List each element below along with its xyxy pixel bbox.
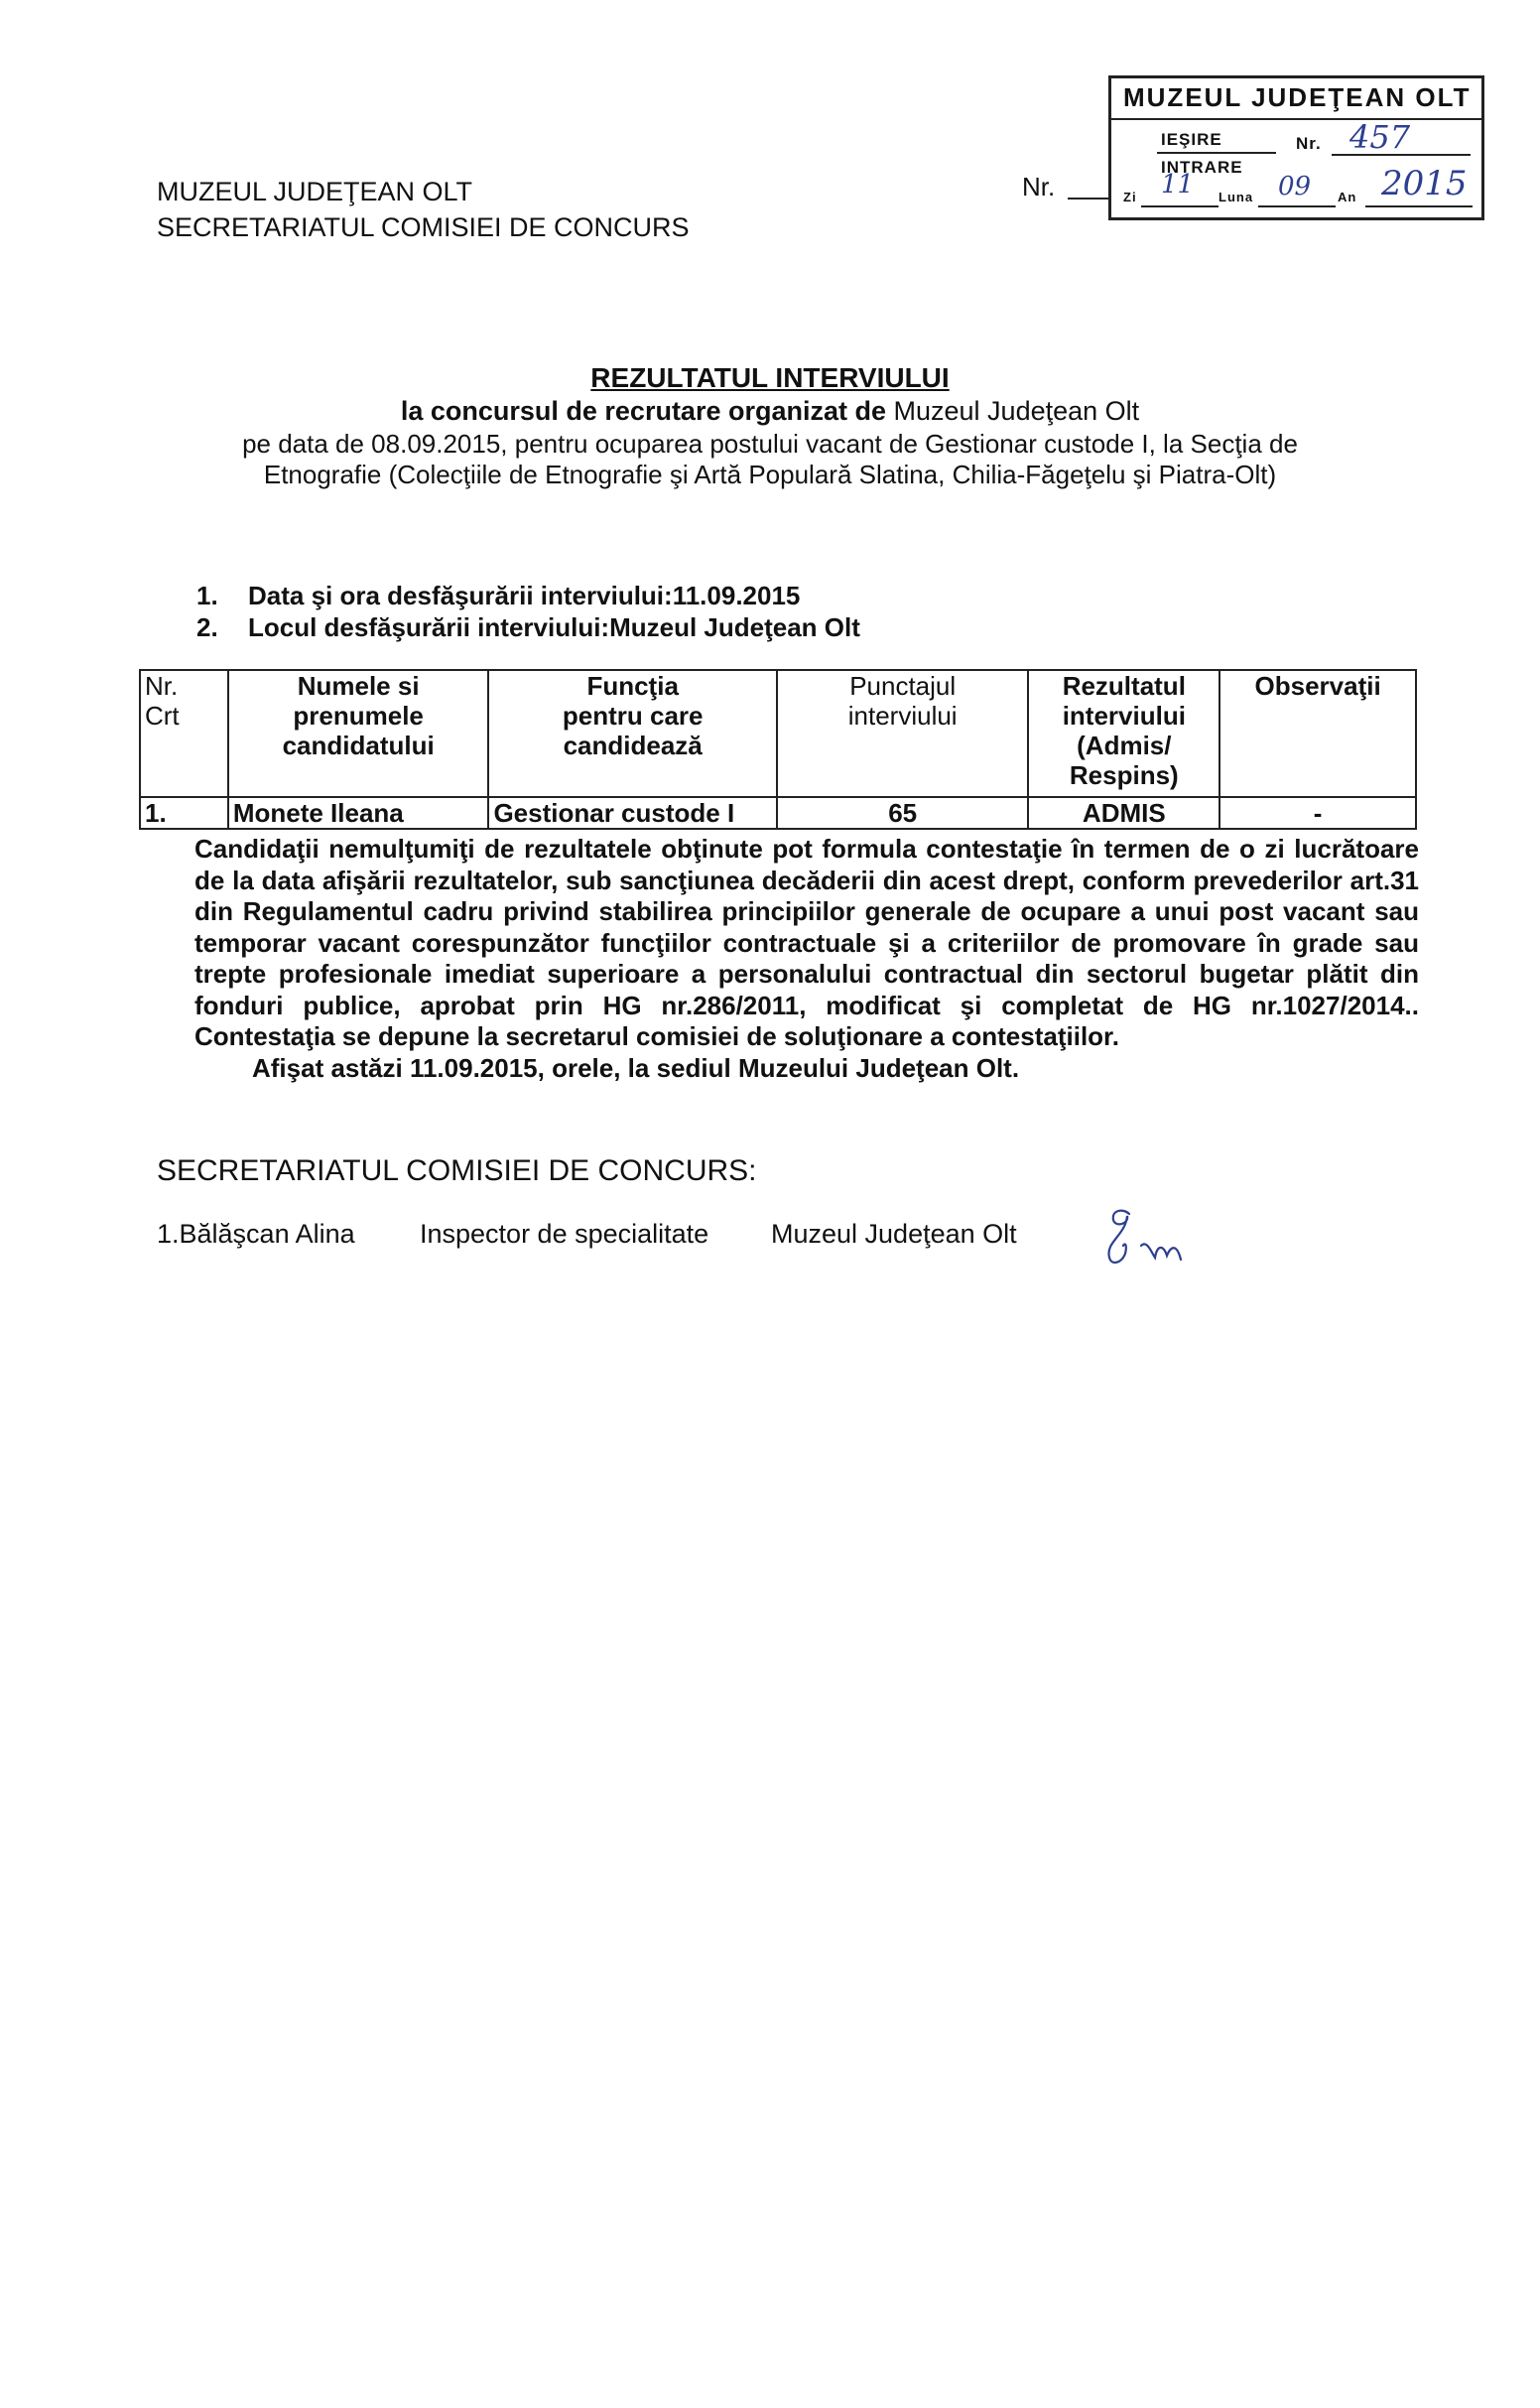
header-line: candidatului bbox=[282, 731, 435, 760]
header-line: (Admis/ bbox=[1077, 731, 1172, 760]
cell-result: ADMIS bbox=[1028, 797, 1219, 829]
header-line: interviului bbox=[847, 701, 958, 731]
title-line-3: pe data de 08.09.2015, pentru ocuparea postului vacant de Gestionar custode I, la Secţia de bbox=[242, 429, 1298, 459]
col-header-result bbox=[1028, 670, 1219, 797]
org-name: MUZEUL JUDEŢEAN OLT bbox=[157, 177, 473, 206]
registration-stamp bbox=[1108, 75, 1484, 220]
cell-function: Gestionar custode I bbox=[488, 797, 776, 829]
stamp-nr-label: Nr. bbox=[1296, 134, 1322, 153]
detail-text: Locul desfăşurării interviului:Muzeul Judeţean Olt bbox=[248, 612, 860, 642]
stamp-year-label: An bbox=[1338, 190, 1357, 204]
stamp-month-line bbox=[1258, 205, 1336, 207]
stamp-exit-line bbox=[1157, 152, 1276, 154]
stamp-year: 2015 bbox=[1381, 164, 1468, 203]
header-line: Nr. bbox=[145, 671, 179, 701]
member-institution: Muzeul Judeţean Olt bbox=[771, 1219, 1017, 1249]
stamp-divider bbox=[1111, 118, 1481, 120]
notice-text: Candidaţii nemulţumiţi de rezultatele obţinute pot formula contestaţie în termen de o zi lucrătoare de la data afişării rezultatelor, sub sancţiunea decăderii din acest drept, conform prevederilor art.31 din Regulamentul cadru privind stabilirea principiilor generale de ocupare a unui post vacant sau temporar vacant corespunzător funcţiilor contractuale şi a criteriilor de promovare în grade sau trepte profesionale imediat superioare a personalului contractual din sectorul bugetar plătit din fonduri publice, aprobat prin HG nr.286/2011, modificat şi completat de HG nr.1027/2014.. Contestaţia se depune la secretarul comisiei de soluţionare a contestaţiilor. bbox=[194, 834, 1419, 1051]
header-line: Numele si bbox=[297, 671, 420, 701]
stamp-year-line bbox=[1365, 205, 1473, 207]
header-line: Rezultatul bbox=[1062, 671, 1186, 701]
col-header-nr bbox=[140, 670, 228, 797]
header-line: Respins) bbox=[1069, 760, 1179, 790]
header-line: Crt bbox=[145, 701, 180, 731]
table-row bbox=[140, 797, 1416, 829]
stamp-number: 457 bbox=[1349, 118, 1411, 156]
stamp-month-label: Luna bbox=[1219, 190, 1254, 204]
col-header-observations bbox=[1219, 670, 1416, 797]
document-title: REZULTATUL INTERVIULUI bbox=[590, 362, 950, 393]
stamp-entry-label: INTRARE bbox=[1161, 158, 1243, 177]
header-line: Observaţii bbox=[1254, 671, 1381, 701]
col-header-name bbox=[228, 670, 489, 797]
signature bbox=[1101, 1206, 1201, 1275]
header-line: Funcţia bbox=[586, 671, 679, 701]
detail-item bbox=[196, 581, 800, 611]
header-line: Punctajul bbox=[849, 671, 957, 701]
stamp-month: 09 bbox=[1278, 172, 1312, 201]
header-line: pentru care bbox=[562, 701, 704, 731]
header-line: interviului bbox=[1062, 701, 1186, 731]
department-name: SECRETARIATUL COMISIEI DE CONCURS bbox=[157, 212, 690, 242]
detail-number: 1. bbox=[196, 581, 218, 610]
stamp-day: 11 bbox=[1161, 170, 1195, 200]
results-table bbox=[139, 669, 1417, 830]
cell-score: 65 bbox=[777, 797, 1029, 829]
secretariat-heading: SECRETARIATUL COMISIEI DE CONCURS: bbox=[157, 1154, 757, 1187]
nr-label: Nr. bbox=[1022, 172, 1056, 201]
col-header-function bbox=[488, 670, 776, 797]
title-line-4: Etnografie (Colecţiile de Etnografie şi Artă Populară Slatina, Chilia-Făgeţelu şi Piatra-Olt) bbox=[263, 460, 1277, 489]
stamp-exit-label: IEŞIRE bbox=[1161, 130, 1222, 149]
cell-nr: 1. bbox=[140, 797, 228, 829]
nr-underline bbox=[1068, 198, 1111, 200]
title-line-2-org: Muzeul Judeţean Olt bbox=[893, 396, 1140, 426]
stamp-day-label: Zi bbox=[1123, 190, 1137, 204]
stamp-title: MUZEUL JUDEŢEAN OLT bbox=[1123, 82, 1472, 112]
member-name: 1.Bălăşcan Alina bbox=[157, 1219, 355, 1249]
detail-text: Data şi ora desfăşurării interviului:11.09.2015 bbox=[248, 581, 801, 610]
header-line: candidează bbox=[563, 731, 703, 760]
posted-note: Afişat astăzi 11.09.2015, orele, la sediul Muzeului Judeţean Olt. bbox=[252, 1052, 1020, 1083]
cell-name: Monete Ileana bbox=[228, 797, 489, 829]
header-block bbox=[157, 174, 690, 245]
header-line: prenumele bbox=[293, 701, 424, 731]
detail-item bbox=[196, 612, 860, 643]
member-role: Inspector de specialitate bbox=[420, 1219, 709, 1249]
table-header-row bbox=[140, 670, 1416, 797]
col-header-score bbox=[777, 670, 1029, 797]
stamp-day-line bbox=[1141, 205, 1219, 207]
detail-number: 2. bbox=[196, 612, 218, 642]
title-line-2-bold: la concursul de recrutare organizat de bbox=[400, 396, 886, 426]
cell-observations: - bbox=[1219, 797, 1416, 829]
notice-paragraph bbox=[157, 834, 1419, 1084]
title-line-2 bbox=[0, 396, 1540, 427]
